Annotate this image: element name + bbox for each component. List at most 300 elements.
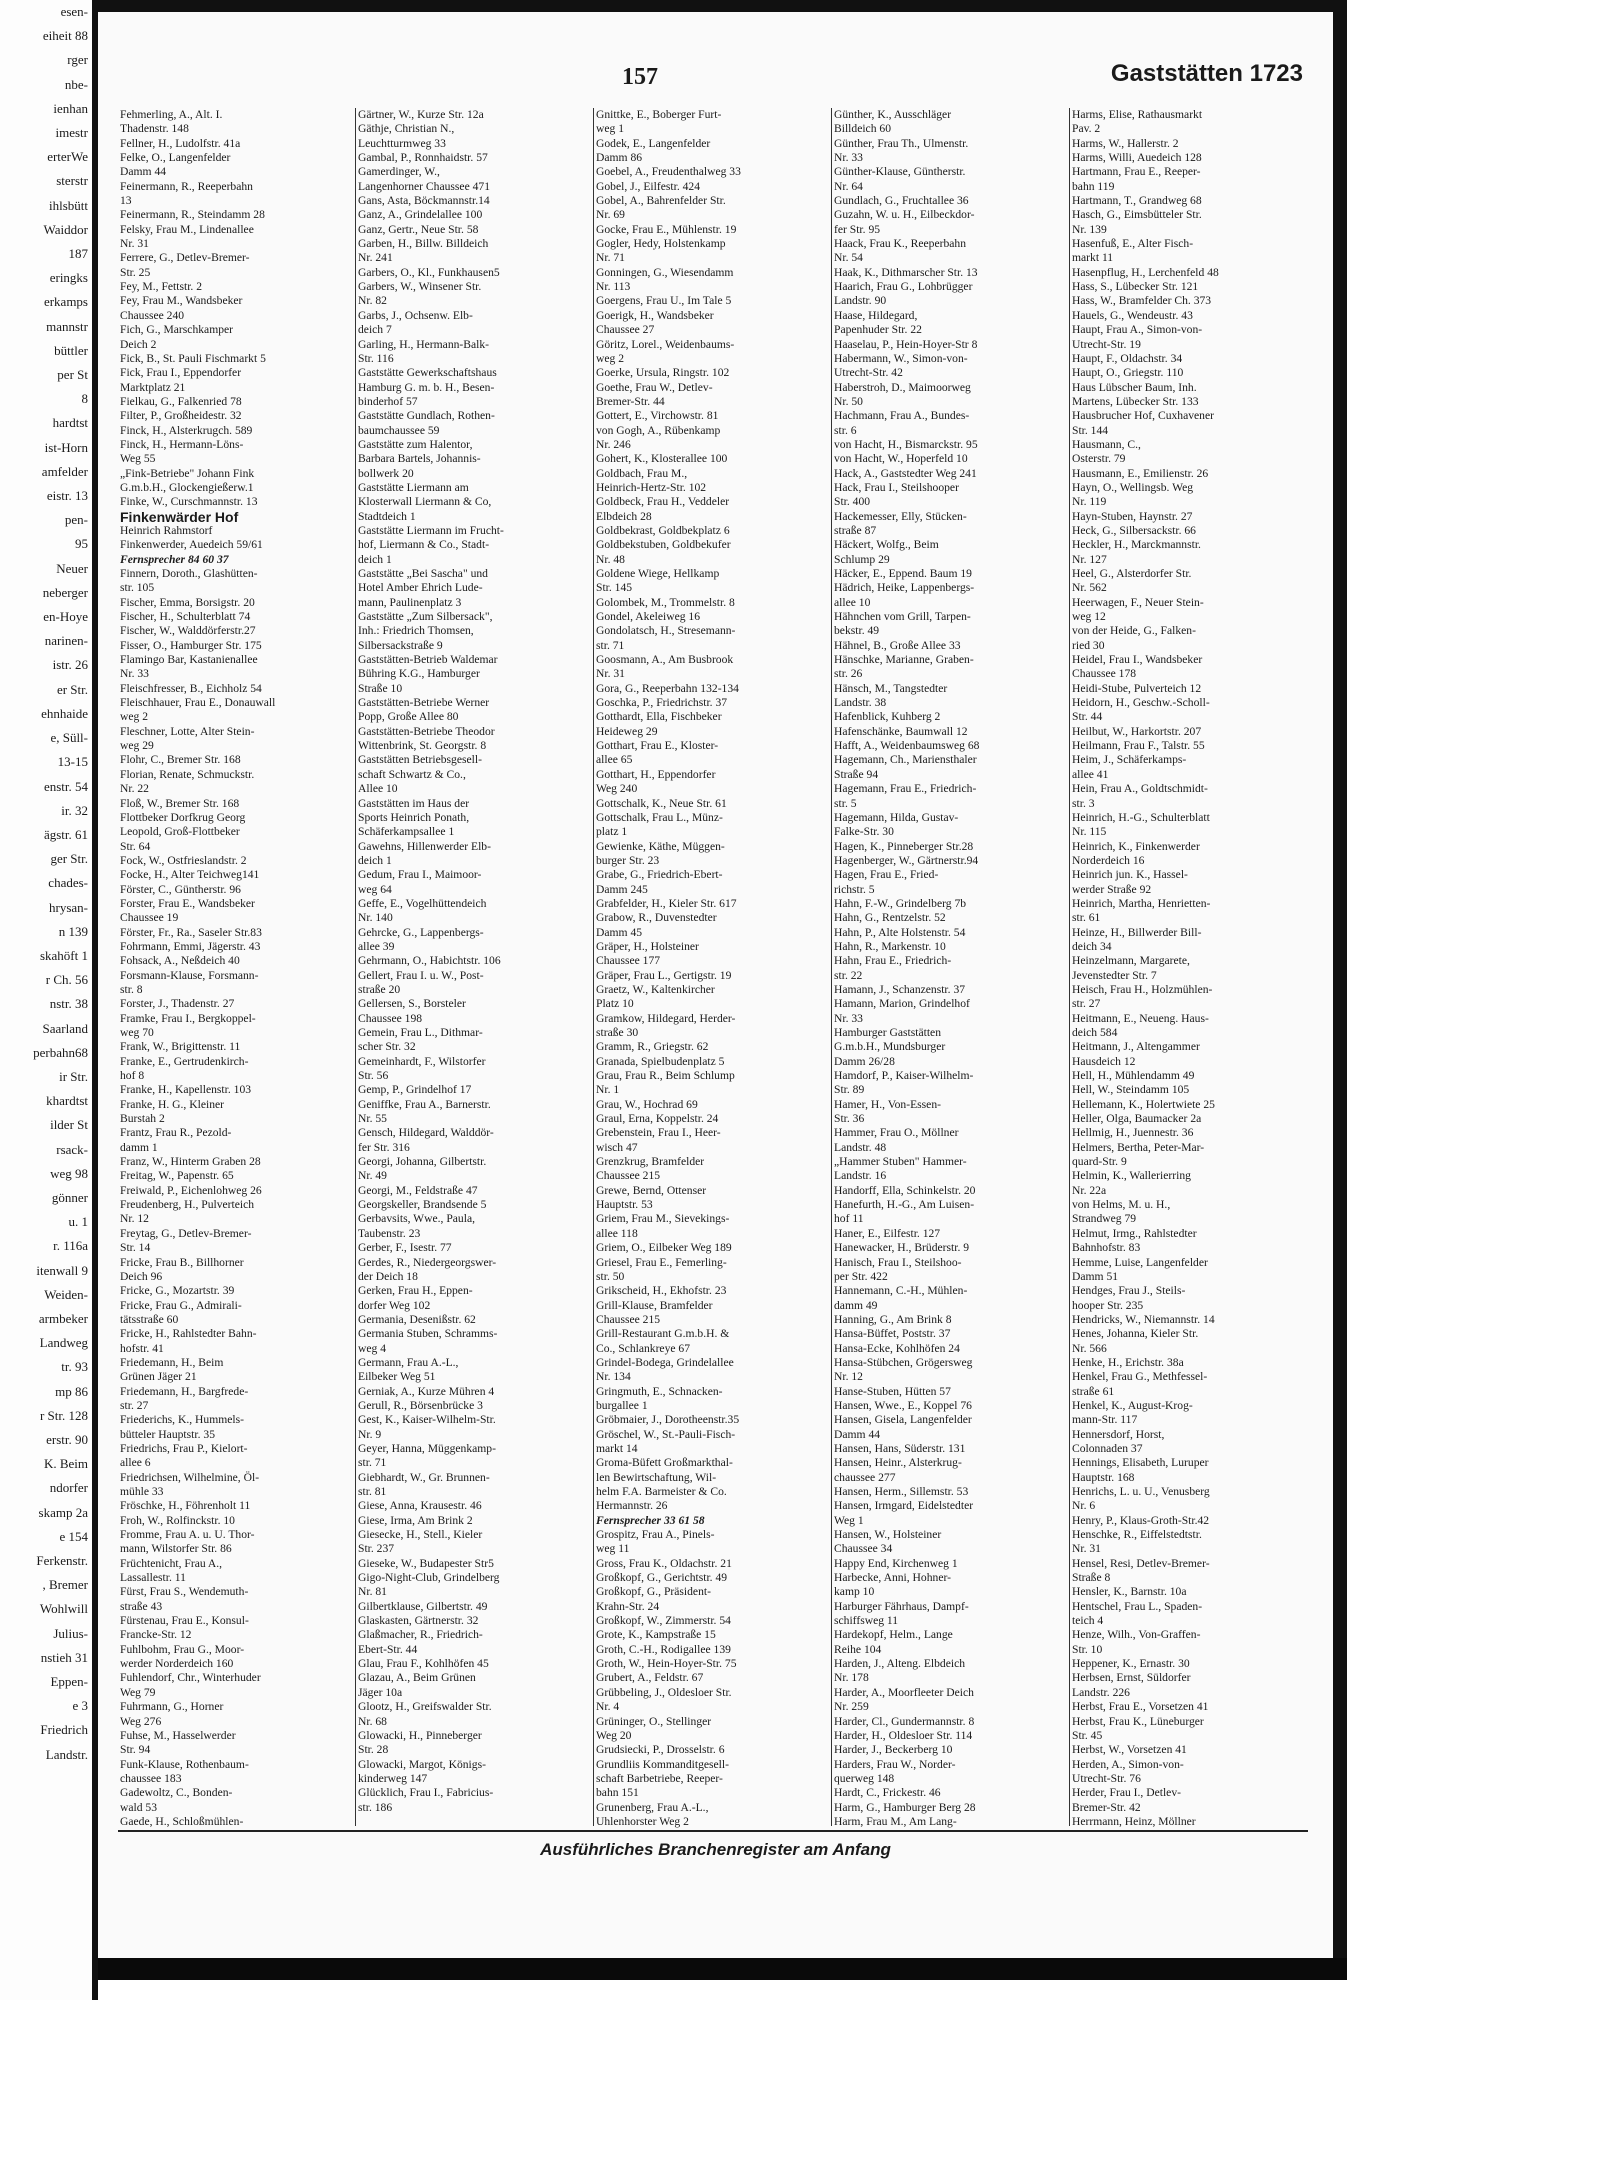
directory-entry: Gohert, K., Klosterallee 100 [596, 452, 728, 466]
directory-entry: Grill-Klause, Bramfelder [596, 1298, 713, 1312]
directory-entry: weg 4 [358, 1341, 387, 1355]
directory-entry: Leuchtturmweg 33 [358, 136, 446, 150]
margin-fragment: ist-Horn [44, 439, 88, 455]
directory-entry: Haupt, F., Oldachstr. 34 [1072, 351, 1183, 365]
directory-entry: Str. 144 [1072, 423, 1109, 437]
directory-entry: Fock, W., Ostfrieslandstr. 2 [120, 853, 247, 867]
directory-entry: str. 50 [596, 1269, 625, 1283]
directory-entry: Landstr. 38 [834, 696, 887, 710]
directory-entry: mann, Wilstorfer Str. 86 [120, 1542, 232, 1556]
listing-column-4 [834, 108, 1068, 1828]
directory-entry: Nr. 562 [1072, 581, 1107, 595]
directory-entry: Hansen, Herm., Sillemstr. 53 [834, 1485, 969, 1498]
directory-entry: Gedum, Frau I., Maimoor- [358, 868, 482, 882]
directory-entry: Gröbmaier, J., Dorotheenstr.35 [596, 1413, 740, 1427]
directory-entry: Georgi, Johanna, Gilbertstr. [358, 1155, 487, 1169]
directory-entry: Gest, K., Kaiser-Wilhelm-Str. [358, 1413, 496, 1427]
directory-entry: Reihe 104 [834, 1642, 882, 1656]
directory-page [98, 12, 1333, 1958]
margin-fragment: gönner [51, 1189, 88, 1205]
directory-entry: str. 81 [358, 1485, 387, 1498]
directory-entry: hofstr. 41 [120, 1341, 164, 1355]
directory-entry: Garbers, W., Winsener Str. [358, 280, 482, 294]
directory-entry: Nr. 31 [1072, 1542, 1101, 1556]
directory-entry: Str. 25 [120, 265, 151, 279]
directory-entry: Hemme, Luise, Langenfelder [1072, 1255, 1208, 1269]
directory-entry: Heinrich, H.-G., Schulterblatt [1072, 810, 1210, 824]
directory-entry: Fuhlbohm, Frau G., Moor- [120, 1642, 245, 1656]
directory-entry: Finkenwerder, Auedeich 59/61 [120, 538, 263, 552]
directory-entry: Gäthje, Christian N., [358, 122, 455, 136]
directory-entry: Glaßmacher, R., Friedrich- [358, 1628, 483, 1642]
directory-entry: Großkopf, W., Zimmerstr. 54 [596, 1614, 731, 1628]
directory-entry: Hentschel, Frau L., Spaden- [1072, 1599, 1203, 1613]
directory-entry: Griesel, Frau E., Femerling- [596, 1255, 727, 1269]
directory-entry: Fick, Frau I., Eppendorfer [120, 366, 242, 380]
directory-entry: Nr. 31 [596, 667, 625, 681]
directory-entry: Garbs, J., Ochsenw. Elb- [358, 308, 473, 322]
directory-entry: Hamann, Marion, Grindelhof [834, 997, 970, 1011]
margin-fragment: e 3 [72, 1698, 88, 1714]
margin-fragment: neberger [42, 584, 88, 600]
directory-entry: Gerniak, A., Kurze Mühren 4 [358, 1384, 495, 1398]
directory-entry: Nr. 48 [596, 552, 625, 566]
directory-entry: Fricke, H., Rahlstedter Bahn- [120, 1327, 257, 1341]
directory-entry: Gotthart, H., Eppendorfer [596, 767, 716, 781]
directory-entry: Gaststätten-Betriebe Werner [358, 696, 490, 710]
margin-fragment: r Str. 128 [39, 1407, 88, 1423]
margin-fragment: ilder St [50, 1117, 88, 1133]
directory-entry: Hähnchen vom Grill, Tarpen- [834, 610, 971, 624]
directory-entry: Schäferkampsallee 1 [358, 825, 455, 839]
directory-entry: Gotthart, Frau E., Kloster- [596, 739, 719, 753]
directory-entry: Grau, Frau R., Beim Schlump [596, 1069, 735, 1083]
directory-entry: Utrecht-Str. 42 [834, 366, 903, 380]
directory-entry: Hamburger Gaststätten [834, 1026, 941, 1039]
directory-entry: tätsstraße 60 [120, 1312, 179, 1326]
directory-entry: Hanse-Stuben, Hütten 57 [834, 1384, 951, 1398]
directory-entry: Nr. 9 [358, 1427, 382, 1441]
directory-entry: Grabfelder, H., Kieler Str. 617 [596, 896, 737, 910]
directory-entry: fer Str. 95 [834, 222, 881, 236]
directory-entry: deich 1 [358, 552, 392, 566]
directory-entry: Gonningen, G., Wiesendamm [596, 265, 734, 279]
directory-entry: Flohr, C., Bremer Str. 168 [120, 753, 241, 767]
directory-entry: Hell, H., Mühlendamm 49 [1072, 1069, 1195, 1083]
directory-entry: mann, Paulinenplatz 3 [358, 595, 462, 609]
directory-entry: Heideweg 29 [596, 724, 658, 738]
directory-entry: Framke, Frau I., Bergkoppel- [120, 1011, 256, 1025]
directory-entry: Hell, W., Steindamm 105 [1072, 1083, 1190, 1097]
directory-entry: „Fink-Betriebe" Johann Fink [120, 466, 255, 480]
directory-entry: Nr. 55 [358, 1112, 387, 1126]
directory-entry: Goosmann, A., Am Busbrook [596, 653, 734, 667]
directory-entry: Freitag, W., Papenstr. 65 [120, 1169, 234, 1183]
directory-entry: Heinrich jun. K., Hassel- [1072, 868, 1188, 882]
margin-fragment: amfelder [41, 463, 88, 479]
margin-fragment: 8 [81, 391, 88, 407]
directory-entry: Gewienke, Käthe, Müggen- [596, 839, 725, 853]
directory-entry: Nr. 69 [596, 208, 625, 222]
previous-page-edge [0, 0, 98, 2000]
directory-entry: scher Str. 32 [358, 1040, 416, 1054]
directory-entry: Finkenwärder Hof [120, 509, 239, 524]
directory-entry: Giesecke, H., Stell., Kieler [358, 1528, 483, 1542]
directory-entry: chaussee 183 [120, 1771, 182, 1785]
directory-entry: Goschka, P., Friedrichstr. 37 [596, 696, 728, 710]
directory-entry: Hausmann, E., Emilienstr. 26 [1072, 466, 1209, 480]
directory-entry: Schlump 29 [834, 552, 890, 566]
directory-entry: Nr. 64 [834, 179, 863, 193]
directory-entry: Gaststätte Liermann am [358, 480, 469, 494]
directory-entry: Häckert, Wolfg., Beim [834, 538, 939, 552]
directory-entry: Damm 44 [120, 165, 167, 179]
directory-entry: Fürstenau, Frau E., Konsul- [120, 1614, 249, 1628]
directory-entry: Fuhrmann, G., Horner [120, 1700, 224, 1714]
directory-entry: allee 118 [596, 1226, 638, 1240]
directory-entry: Glaskasten, Gärtnerstr. 32 [358, 1614, 479, 1628]
directory-entry: allee 10 [834, 595, 871, 609]
directory-entry: Fuhlendorf, Chr., Winterhuder [120, 1671, 261, 1685]
directory-entry: Grundliis Kommanditgesell- [596, 1757, 729, 1771]
directory-entry: Finck, H., Hermann-Löns- [120, 437, 244, 451]
margin-fragment: Waiddor [43, 221, 88, 237]
directory-entry: Ganz, Gertr., Neue Str. 58 [358, 222, 479, 236]
margin-fragment: eiheit 88 [42, 28, 88, 44]
directory-entry: Damm 45 [596, 925, 643, 939]
margin-fragment: armbeker [38, 1310, 88, 1326]
directory-entry: Chaussee 215 [596, 1169, 661, 1183]
directory-entry: Geniffke, Frau A., Barnerstr. [358, 1097, 491, 1111]
directory-entry: Leopold, Groß-Flottbeker [120, 825, 240, 839]
directory-entry: Heckler, H., Marckmannstr. [1072, 538, 1201, 552]
directory-entry: Finck, H., Alsterkrugch. 589 [120, 423, 253, 437]
column-rule [831, 108, 832, 1826]
directory-entry: Nr. 31 [120, 237, 149, 251]
directory-entry: Glazau, A., Beim Grünen [358, 1671, 476, 1685]
directory-entry: Straße 10 [358, 681, 403, 695]
margin-fragment: Friedrich [40, 1722, 88, 1738]
directory-entry: baumchaussee 59 [358, 423, 440, 437]
directory-entry: Gerken, Frau H., Eppen- [358, 1284, 473, 1298]
directory-entry: weg 12 [1072, 610, 1106, 624]
directory-entry: quard-Str. 9 [1072, 1155, 1127, 1169]
directory-entry: allee 41 [1072, 767, 1109, 781]
directory-entry: Guzahn, W. u. H., Eilbeckdor- [834, 208, 975, 222]
directory-entry: Heinzelmann, Margarete, [1072, 954, 1190, 968]
margin-fragment: ienhan [53, 100, 88, 116]
directory-entry: Haberstroh, D., Maimoorweg [834, 380, 971, 394]
directory-entry: Franke, H. G., Kleiner [120, 1097, 224, 1111]
directory-entry: Klosterwall Liermann & Co, [358, 495, 492, 509]
scan-top-border [98, 0, 1340, 12]
directory-entry: damm 1 [120, 1140, 158, 1154]
directory-entry: Hausbrucher Hof, Cuxhavener [1072, 409, 1214, 423]
directory-entry: Chaussee 198 [358, 1011, 423, 1025]
margin-fragment: erterWe [47, 149, 88, 165]
directory-entry: Platz 10 [596, 997, 634, 1011]
directory-entry: Gerbavsits, Wwe., Paula, [358, 1212, 475, 1226]
directory-entry: Osterstr. 79 [1072, 452, 1126, 466]
directory-entry: Co., Schlankreye 67 [596, 1341, 691, 1355]
directory-entry: Godek, E., Langenfelder [596, 136, 711, 150]
directory-entry: Grill-Restaurant G.m.b.H. & [596, 1327, 730, 1341]
margin-fragment: ger Str. [50, 851, 88, 867]
directory-entry: Chaussee 215 [596, 1312, 661, 1326]
directory-entry: straße 30 [596, 1026, 639, 1039]
directory-entry: Heinrich-Hertz-Str. 102 [596, 480, 707, 494]
page-number: 157 [622, 64, 658, 90]
directory-entry: Graul, Erna, Koppelstr. 24 [596, 1112, 719, 1126]
directory-entry: Hardt, C., Frickestr. 46 [834, 1786, 941, 1800]
directory-entry: Heisch, Frau H., Holzmühlen- [1072, 982, 1213, 996]
directory-entry: Fey, M., Fettstr. 2 [120, 280, 203, 294]
directory-entry: von Hacht, H., Bismarckstr. 95 [834, 437, 978, 451]
directory-entry: platz 1 [596, 825, 628, 839]
margin-fragment: ehnhaide [41, 705, 88, 721]
directory-entry: Hafenschänke, Baumwall 12 [834, 724, 968, 738]
directory-entry: str. 8 [120, 982, 143, 996]
directory-entry: Goebel, A., Freudenthalweg 33 [596, 165, 741, 179]
directory-entry: Groth, W., Hein-Hoyer-Str. 75 [596, 1657, 737, 1671]
directory-entry: Fick, B., St. Pauli Fischmarkt 5 [120, 351, 266, 365]
directory-entry: Hannemann, C.-H., Mühlen- [834, 1284, 968, 1298]
directory-entry: Fricke, Frau G., Admirali- [120, 1298, 242, 1312]
directory-entry: Georgskeller, Brandsende 5 [358, 1198, 487, 1212]
directory-entry: Feinermann, R., Steindamm 28 [120, 208, 265, 222]
directory-entry: Francke-Str. 12 [120, 1628, 192, 1642]
directory-entry: Bühring K.G., Hamburger [358, 667, 480, 681]
margin-fragment: r Ch. 56 [45, 972, 88, 988]
directory-entry: Griem, Frau M., Sievekings- [596, 1212, 730, 1226]
directory-entry: Henkel, K., August-Krog- [1072, 1398, 1193, 1412]
directory-entry: Gaststätte Gundlach, Rothen- [358, 409, 495, 423]
margin-fragment: nstr. 38 [49, 996, 88, 1012]
directory-entry: Gramkow, Hildegard, Herder- [596, 1011, 736, 1025]
directory-entry: Fischer, Emma, Borsigstr. 20 [120, 595, 255, 609]
directory-entry: Felke, O., Langenfelder [120, 151, 231, 165]
directory-entry: Gerber, F., Isestr. 77 [358, 1241, 452, 1255]
margin-fragment: rger [67, 52, 88, 68]
margin-fragment: skamp 2a [38, 1504, 88, 1520]
directory-entry: kinderweg 147 [358, 1771, 428, 1785]
margin-fragment: istr. 26 [52, 657, 88, 673]
directory-entry: straße 61 [1072, 1384, 1115, 1398]
directory-entry: Hellemann, K., Holertwiete 25 [1072, 1097, 1215, 1111]
margin-fragment: 95 [75, 536, 88, 552]
margin-fragment: eistr. 13 [46, 488, 88, 504]
margin-fragment: 187 [68, 246, 88, 262]
directory-entry: Elbdeich 28 [596, 509, 652, 523]
directory-entry: Garbers, O., Kl., Funkhausen5 [358, 265, 500, 279]
margin-fragment: erkamps [43, 294, 88, 310]
directory-entry: Garben, H., Billw. Billdeich [358, 237, 489, 251]
directory-entry: Funk-Klause, Rothenbaum- [120, 1757, 249, 1771]
directory-entry: Harms, W., Hallerstr. 2 [1072, 136, 1179, 150]
directory-entry: Harm, G., Hamburger Berg 28 [834, 1800, 976, 1814]
directory-entry: wald 53 [120, 1800, 158, 1814]
directory-entry: Gräper, H., Holsteiner [596, 939, 699, 953]
directory-entry: Henrichs, L. u. U., Venusberg [1072, 1485, 1210, 1498]
directory-entry: str. 71 [358, 1456, 387, 1470]
directory-entry: Gilbertklause, Gilbertstr. 49 [358, 1599, 488, 1613]
directory-entry: Marktplatz 21 [120, 380, 186, 394]
directory-entry: deich 1 [358, 853, 392, 867]
listing-column-1 [120, 108, 354, 1828]
directory-entry: Hagemann, Hilda, Gustav- [834, 810, 959, 824]
directory-entry: Hafft, A., Weidenbaumsweg 68 [834, 739, 980, 753]
margin-fragment: eringks [49, 270, 88, 286]
directory-entry: Nr. 139 [1072, 222, 1107, 236]
scan-bottom-border [98, 1958, 1347, 1980]
directory-entry: Gemeinhardt, F., Wilstorfer [358, 1054, 486, 1068]
directory-entry: Grabow, R., Duvenstedter [596, 911, 717, 925]
directory-entry: Gnittke, E., Boberger Furt- [596, 108, 722, 121]
directory-entry: Freytag, G., Detlev-Bremer- [120, 1226, 252, 1240]
directory-entry: Haupt, Frau A., Simon-von- [1072, 323, 1203, 337]
directory-entry: Chaussee 19 [120, 911, 179, 925]
directory-entry: Billdeich 60 [834, 122, 891, 136]
directory-entry: Günther-Klause, Güntherstr. [834, 165, 966, 179]
directory-entry: Günther, Frau Th., Ulmenstr. [834, 136, 969, 150]
directory-entry: deich 7 [358, 323, 392, 337]
directory-entry: Fuhse, M., Hasselwerder [120, 1728, 236, 1742]
directory-entry: Str. 89 [834, 1083, 865, 1097]
directory-entry: Georgi, M., Feldstraße 47 [358, 1183, 478, 1197]
listing-columns [120, 108, 1305, 1828]
directory-entry: Grospitz, Frau A., Pinels- [596, 1528, 715, 1542]
directory-entry: Granada, Spielbudenplatz 5 [596, 1054, 725, 1068]
directory-entry: Fischer, W., Walddörferstr.27 [120, 624, 256, 638]
directory-entry: Hansen, Heinr., Alsterkrug- [834, 1456, 962, 1470]
listing-column-3 [596, 108, 830, 1828]
directory-entry: Gross, Frau K., Oldachstr. 21 [596, 1556, 732, 1570]
directory-entry: Heck, G., Silbersackstr. 66 [1072, 523, 1196, 537]
directory-entry: Focke, H., Alter Teichweg141 [120, 868, 260, 882]
directory-entry: weg 70 [120, 1026, 154, 1039]
directory-entry: Chaussee 178 [1072, 667, 1137, 681]
directory-entry: straße 20 [358, 982, 401, 996]
directory-entry: Gehrmann, O., Habichtstr. 106 [358, 954, 501, 968]
directory-entry: Hotel Amber Ehrich Lude- [358, 581, 483, 595]
directory-entry: Friederichs, K., Hummels- [120, 1413, 244, 1427]
directory-entry: Forster, Frau E., Wandsbeker [120, 896, 255, 910]
directory-entry: Hennersdorf, Horst, [1072, 1427, 1165, 1441]
directory-entry: Ganz, A., Grindelallee 100 [358, 208, 483, 222]
directory-entry: Förster, Fr., Ra., Saseler Str.83 [120, 925, 262, 939]
directory-entry: Hendricks, W., Niemannstr. 14 [1072, 1312, 1215, 1326]
directory-entry: Handorff, Ella, Schinkelstr. 20 [834, 1183, 976, 1197]
directory-entry: straße 87 [834, 523, 877, 537]
directory-entry: Geffe, E., Vogelhüttendeich [358, 896, 487, 910]
directory-entry: Hädrich, Heike, Lappenbergs- [834, 581, 975, 595]
directory-entry: Grau, W., Hochrad 69 [596, 1097, 698, 1111]
directory-entry: Str. 28 [358, 1743, 389, 1757]
margin-fragment: , Bremer [42, 1577, 88, 1593]
directory-entry: Nr. 178 [834, 1671, 869, 1685]
directory-entry: Helmin, K., Wallerierring [1072, 1169, 1191, 1183]
directory-entry: Martens, Lübecker Str. 133 [1072, 394, 1199, 408]
directory-entry: Weg 1 [834, 1513, 864, 1527]
directory-entry: Förster, C., Güntherstr. 96 [120, 882, 241, 896]
directory-entry: Stadtdeich 1 [358, 509, 416, 523]
directory-entry: Freiwald, P., Eichenlohweg 26 [120, 1183, 262, 1197]
directory-entry: Norderdeich 16 [1072, 853, 1145, 867]
directory-entry: Gieseke, W., Budapester Str5 [358, 1556, 494, 1570]
directory-entry: bollwerk 20 [358, 466, 414, 480]
margin-fragment: khardtst [46, 1093, 88, 1109]
directory-entry: mann-Str. 117 [1072, 1413, 1138, 1427]
directory-entry: Hass, S., Lübecker Str. 121 [1072, 280, 1199, 294]
directory-entry: Nr. 4 [596, 1700, 620, 1714]
footer-note: Ausführliches Branchenregister am Anfang [540, 1840, 891, 1859]
directory-entry: Harms, Willi, Auedeich 128 [1072, 151, 1202, 165]
margin-fragment: skahöft 1 [39, 947, 88, 963]
directory-entry: Haack, Frau K., Reeperbahn [834, 237, 966, 251]
margin-fragment: Julius- [53, 1625, 88, 1641]
directory-entry: Damm 26/28 [834, 1054, 895, 1068]
directory-entry: Fürst, Frau S., Wendemuth- [120, 1585, 249, 1599]
directory-entry: Giese, Irma, Am Brink 2 [358, 1513, 473, 1527]
margin-fragment: e, Süll- [50, 730, 88, 746]
directory-entry: Groth, C.-H., Rodigallee 139 [596, 1642, 731, 1656]
directory-entry: G.m.b.H., Glockengießerw.1 [120, 480, 254, 494]
margin-fragment: Ferkenstr. [36, 1553, 88, 1568]
directory-entry: Weg 79 [120, 1685, 156, 1699]
directory-entry: schaft Schwartz & Co., [358, 767, 466, 781]
directory-entry: Hagemann, Frau E., Friedrich- [834, 782, 977, 796]
directory-entry: Grote, K., Kampstraße 15 [596, 1628, 716, 1642]
directory-entry: Grudsiecki, P., Drosselstr. 6 [596, 1743, 725, 1757]
directory-entry: richstr. 5 [834, 882, 875, 896]
directory-entry: Hamdorf, P., Kaiser-Wilhelm- [834, 1069, 974, 1083]
margin-fragment: Wohlwill [39, 1601, 88, 1617]
directory-entry: Nr. 246 [596, 437, 631, 451]
directory-entry: Landstr. 16 [834, 1169, 887, 1183]
directory-entry: str. 27 [1072, 997, 1101, 1011]
directory-entry: Goerigk, H., Wandsbeker [596, 308, 714, 322]
margin-fragment: r. 116a [53, 1238, 88, 1254]
directory-entry: Nr. 49 [358, 1169, 387, 1183]
directory-entry: Nr. 113 [596, 280, 631, 294]
margin-fragment: ihlsbütt [48, 197, 88, 213]
directory-entry: markt 11 [1072, 251, 1114, 265]
directory-entry: Hendges, Frau J., Steils- [1072, 1284, 1186, 1298]
directory-entry: Heppener, K., Ernastr. 30 [1072, 1657, 1190, 1671]
directory-entry: Großkopf, G., Präsident- [596, 1585, 711, 1599]
directory-entry: Henkel, Frau G., Methfessel- [1072, 1370, 1208, 1384]
directory-entry: Heinrich, Martha, Henrietten- [1072, 896, 1211, 910]
directory-entry: Flamingo Bar, Kastanienallee [120, 653, 258, 667]
margin-fragment: K. Beim [43, 1456, 88, 1472]
directory-entry: Filter, P., Großheidestr. 32 [120, 409, 242, 423]
directory-entry: str. 105 [120, 581, 155, 595]
directory-entry: Taubenstr. 23 [358, 1226, 421, 1240]
directory-entry: Fernsprecher 33 61 58 [596, 1513, 705, 1527]
directory-entry: Nr. 68 [358, 1714, 387, 1728]
directory-entry: Habermann, W., Simon-von- [834, 351, 968, 365]
directory-entry: Fellner, H., Ludolfstr. 41a [120, 136, 241, 150]
directory-entry: Hasch, G., Eimsbütteler Str. [1072, 208, 1202, 222]
directory-entry: Hahn, G., Rentzelstr. 52 [834, 911, 946, 925]
directory-entry: dorfer Weg 102 [358, 1298, 431, 1312]
directory-entry: Hanewacker, H., Brüderstr. 9 [834, 1241, 970, 1255]
directory-entry: str. 27 [120, 1398, 149, 1412]
directory-entry: Hänschke, Marianne, Graben- [834, 653, 974, 667]
directory-entry: Haupt, O., Griegstr. 110 [1072, 366, 1184, 380]
margin-fragment: hardtst [52, 415, 88, 431]
directory-entry: Gotthardt, Ella, Fischbeker [596, 710, 722, 724]
